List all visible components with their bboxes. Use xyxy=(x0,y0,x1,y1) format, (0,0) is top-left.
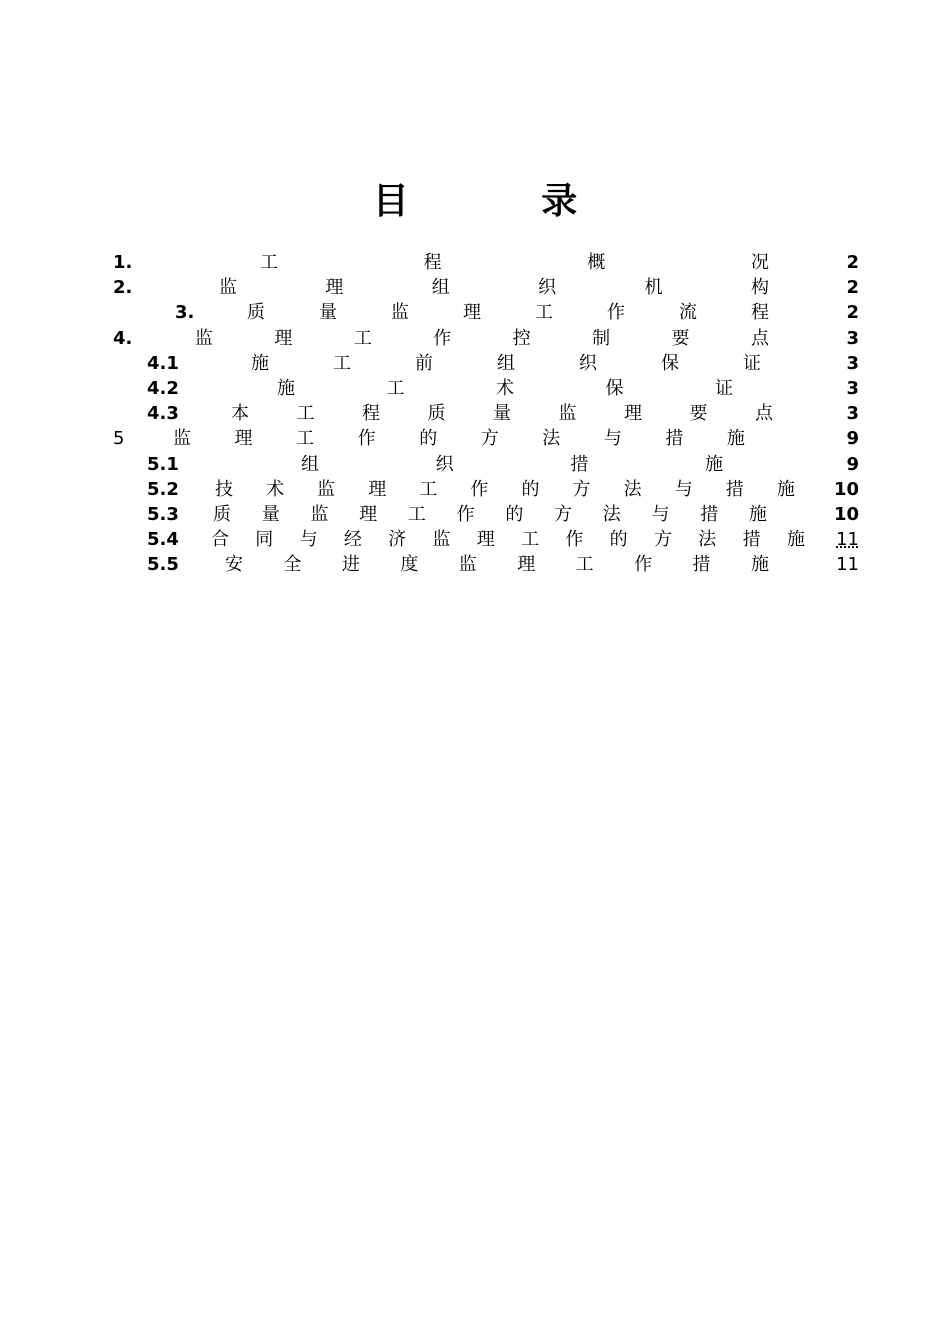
toc-entry-number: 4.1 xyxy=(147,352,179,374)
toc-entry-title: 监 理 工 作 控 制 要 点 xyxy=(195,327,769,349)
toc-entry-title: 组 织 措 施 xyxy=(301,453,723,475)
toc-entry-page: 2 xyxy=(846,277,859,299)
toc-entry-number: 4.2 xyxy=(147,378,179,400)
toc-entry-number: 5.3 xyxy=(147,503,179,525)
toc-entry[interactable] xyxy=(113,477,859,502)
toc-entry[interactable] xyxy=(113,275,859,300)
toc-entry-page: 3 xyxy=(846,352,859,374)
toc-entry[interactable] xyxy=(113,351,859,376)
toc-entry[interactable] xyxy=(113,502,859,527)
toc-entry-title: 监 理 组 织 机 构 xyxy=(219,277,769,299)
toc-entry[interactable] xyxy=(113,452,859,477)
toc-entry-number: 4. xyxy=(113,327,133,349)
toc-entry-page: 3 xyxy=(846,378,859,400)
toc-entry-title: 质 量 监 理 工 作 的 方 法 与 措 施 xyxy=(213,503,767,525)
toc-entry-title: 本 工 程 质 量 监 理 要 点 xyxy=(231,403,773,425)
toc-entry-page: 2 xyxy=(846,252,859,274)
toc-entry-page: 11 xyxy=(836,554,859,576)
toc-entry-title: 质 量 监 理 工 作 流 程 xyxy=(247,302,769,324)
toc-entry-number: 3. xyxy=(175,302,195,324)
toc-entry-page: 10 xyxy=(833,503,859,525)
toc-entry[interactable] xyxy=(113,326,859,351)
toc-entry-number: 5 xyxy=(113,428,125,450)
toc-entry-number: 5.4 xyxy=(147,529,179,551)
toc-entry-number: 5.1 xyxy=(147,453,179,475)
toc-entry-title: 工 程 概 况 xyxy=(260,252,769,274)
toc-entry[interactable] xyxy=(113,376,859,401)
toc-entry-number: 5.5 xyxy=(147,554,179,576)
toc-entry-number: 4.3 xyxy=(147,403,179,425)
toc-entry-page: 3 xyxy=(846,403,859,425)
toc-entry-title: 技 术 监 理 工 作 的 方 法 与 措 施 xyxy=(215,478,795,500)
toc-entry-page: 9 xyxy=(846,428,859,450)
toc-entry-title: 安 全 进 度 监 理 工 作 措 施 xyxy=(225,554,769,576)
toc-entry-page[interactable]: 11 xyxy=(836,529,859,551)
toc-entry-title: 施 工 术 保 证 xyxy=(277,378,733,400)
toc-entry-number: 5.2 xyxy=(147,478,179,500)
toc-entry[interactable] xyxy=(113,300,859,325)
toc-entry-page: 10 xyxy=(833,478,859,500)
toc-entry[interactable] xyxy=(113,401,859,426)
toc-entry[interactable] xyxy=(113,426,859,451)
toc-entry-page: 9 xyxy=(846,453,859,475)
table-of-contents xyxy=(113,250,859,577)
toc-entry-number: 2. xyxy=(113,277,133,299)
toc-entry[interactable] xyxy=(113,552,859,577)
toc-entry[interactable] xyxy=(113,250,859,275)
toc-entry-page: 2 xyxy=(846,302,859,324)
toc-entry-title: 施 工 前 组 织 保 证 xyxy=(251,352,761,374)
toc-entry-title: 合 同 与 经 济 监 理 工 作 的 方 法 措 施 xyxy=(211,529,805,551)
toc-title: 目 录 xyxy=(372,181,638,222)
toc-entry[interactable] xyxy=(113,527,859,552)
toc-entry-title: 监 理 工 作 的 方 法 与 措 施 xyxy=(173,428,745,450)
toc-entry-number: 1. xyxy=(113,252,133,274)
toc-entry-page: 3 xyxy=(846,327,859,349)
